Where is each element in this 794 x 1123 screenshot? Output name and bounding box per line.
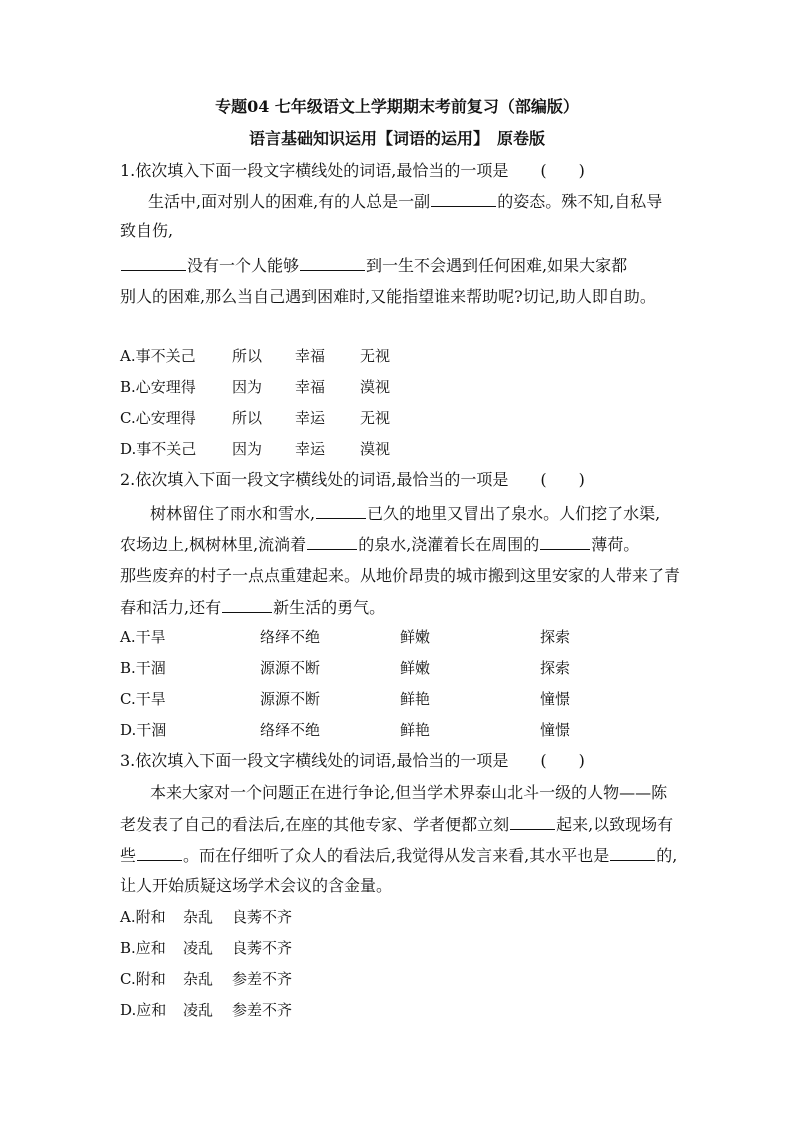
q1-passage-line: 别人的困难,那么当自己遇到困难时,又能指望谁来帮助呢?切记,助人即自助。	[120, 287, 656, 306]
q3-passage-line: 让人开始质疑这场学术会议的含金量。	[120, 876, 393, 895]
q2-blank-4	[222, 596, 272, 613]
document-page: 专题04 七年级语文上学期期末考前复习（部编版） 语言基础知识运用【词语的运用】 原卷版 1.依次填入下面一段文字横线处的词语,最恰当的一项是 ( ) 生活中,面对别人的困难,有的人总是一副 的姿态。殊不知,自私导 致自伤, 没有一个人能够 到一生不会遇到任何困难,如果大家都 别人的困难,那么当自己遇到困难时,又能指望谁来帮助呢?切记,助人即自助。 A.事不关己 所以 幸福 无视 B.心安理得 因为 幸福 漠视 C.心安理得 所以 幸运 无视 D.事不关己 因为 幸运 漠视 2.依次填入下面一段文字横线处的词语,最恰当的一项是 ( ) 树林留住了雨水和雪水, 已久的地里又冒出了泉水。人们挖了水渠, 农场边上,枫树林里,流淌着 的泉水,浇灌着长在周围的 薄荷。 那些废弃的村子一点点重建起来。从地价昂贵的城市搬到这里安家的人带来了青 春和活力,还有 新生活的勇气。 A.干旱 络绎不绝 鲜嫩 探索 B.干涸 源源不断 鲜嫩 探索 C.干旱 源源不断 鲜艳 憧憬 D.干涸 络绎不绝 鲜艳 憧憬 3.依次填入下面一段文字横线处的词语,最恰当的一项是 ( ) 本来大家对一个问题正在进行争论,但当学术界泰山北斗一级的人物——陈 老发表了自己的看法后,在座的其他专家、学者便都立刻 起来,以致现场有 些 。而在仔细听了众人的看法后,我觉得从发言来看,其水平也是 的, 让人开始质疑这场学术会议的含金量。 A.附和 杂乱 良莠不齐 B.应和 凌乱 良莠不齐 C.附和 杂乱 参差不齐 D.应和 凌乱 参差不齐	[0, 0, 794, 1123]
document-title: 专题04 七年级语文上学期期末考前复习（部编版）	[215, 97, 579, 116]
q3-passage-line: 本来大家对一个问题正在进行争论,但当学术界泰山北斗一级的人物——陈	[150, 783, 668, 802]
q3-blank-2	[137, 844, 182, 861]
q2-blank-3	[540, 533, 590, 550]
q3-blank-1	[510, 813, 555, 830]
q2-passage-line: 春和活力,还有 新生活的勇气。	[120, 598, 386, 617]
q1-passage-line	[120, 254, 627, 277]
q3-passage-line: 些 。而在仔细听了众人的看法后,我觉得从发言来看,其水平也是 的,	[120, 846, 678, 865]
q1-text: 生活中,面对别人的困难,有的人总是一副	[148, 192, 431, 211]
document-subtitle: 语言基础知识运用【词语的运用】 原卷版	[248, 129, 545, 148]
q1-text: 到一生不会遇到任何困难,如果大家都	[366, 256, 628, 275]
q1-text: 的姿态。殊不知,自私导	[497, 192, 663, 211]
q3-passage-line: 老发表了自己的看法后,在座的其他专家、学者便都立刻 起来,以致现场有	[120, 815, 674, 834]
q2-blank-1	[316, 502, 366, 519]
q2-passage-line: 那些废弃的村子一点点重建起来。从地价昂贵的城市搬到这里安家的人带来了青	[120, 566, 681, 585]
q1-blank-2	[121, 254, 186, 271]
q2-passage-line: 树林留住了雨水和雪水, 已久的地里又冒出了泉水。人们挖了水渠,	[150, 504, 661, 523]
q2-passage-line: 农场边上,枫树林里,流淌着 的泉水,浇灌着长在周围的 薄荷。	[120, 535, 640, 554]
q1-text: 没有一个人能够	[187, 256, 300, 275]
q1-passage-line	[148, 190, 662, 213]
q1-stem: 1.依次填入下面一段文字横线处的词语,最恰当的一项是 ( )	[120, 161, 585, 180]
q3-blank-3	[610, 844, 655, 861]
q2-blank-2	[307, 533, 357, 550]
q2-stem: 2.依次填入下面一段文字横线处的词语,最恰当的一项是 ( )	[120, 470, 585, 489]
q1-blank-3	[300, 254, 365, 271]
q1-blank-1	[431, 190, 496, 207]
q1-passage-line: 致自伤,	[120, 221, 174, 240]
q3-stem: 3.依次填入下面一段文字横线处的词语,最恰当的一项是 ( )	[120, 751, 585, 770]
